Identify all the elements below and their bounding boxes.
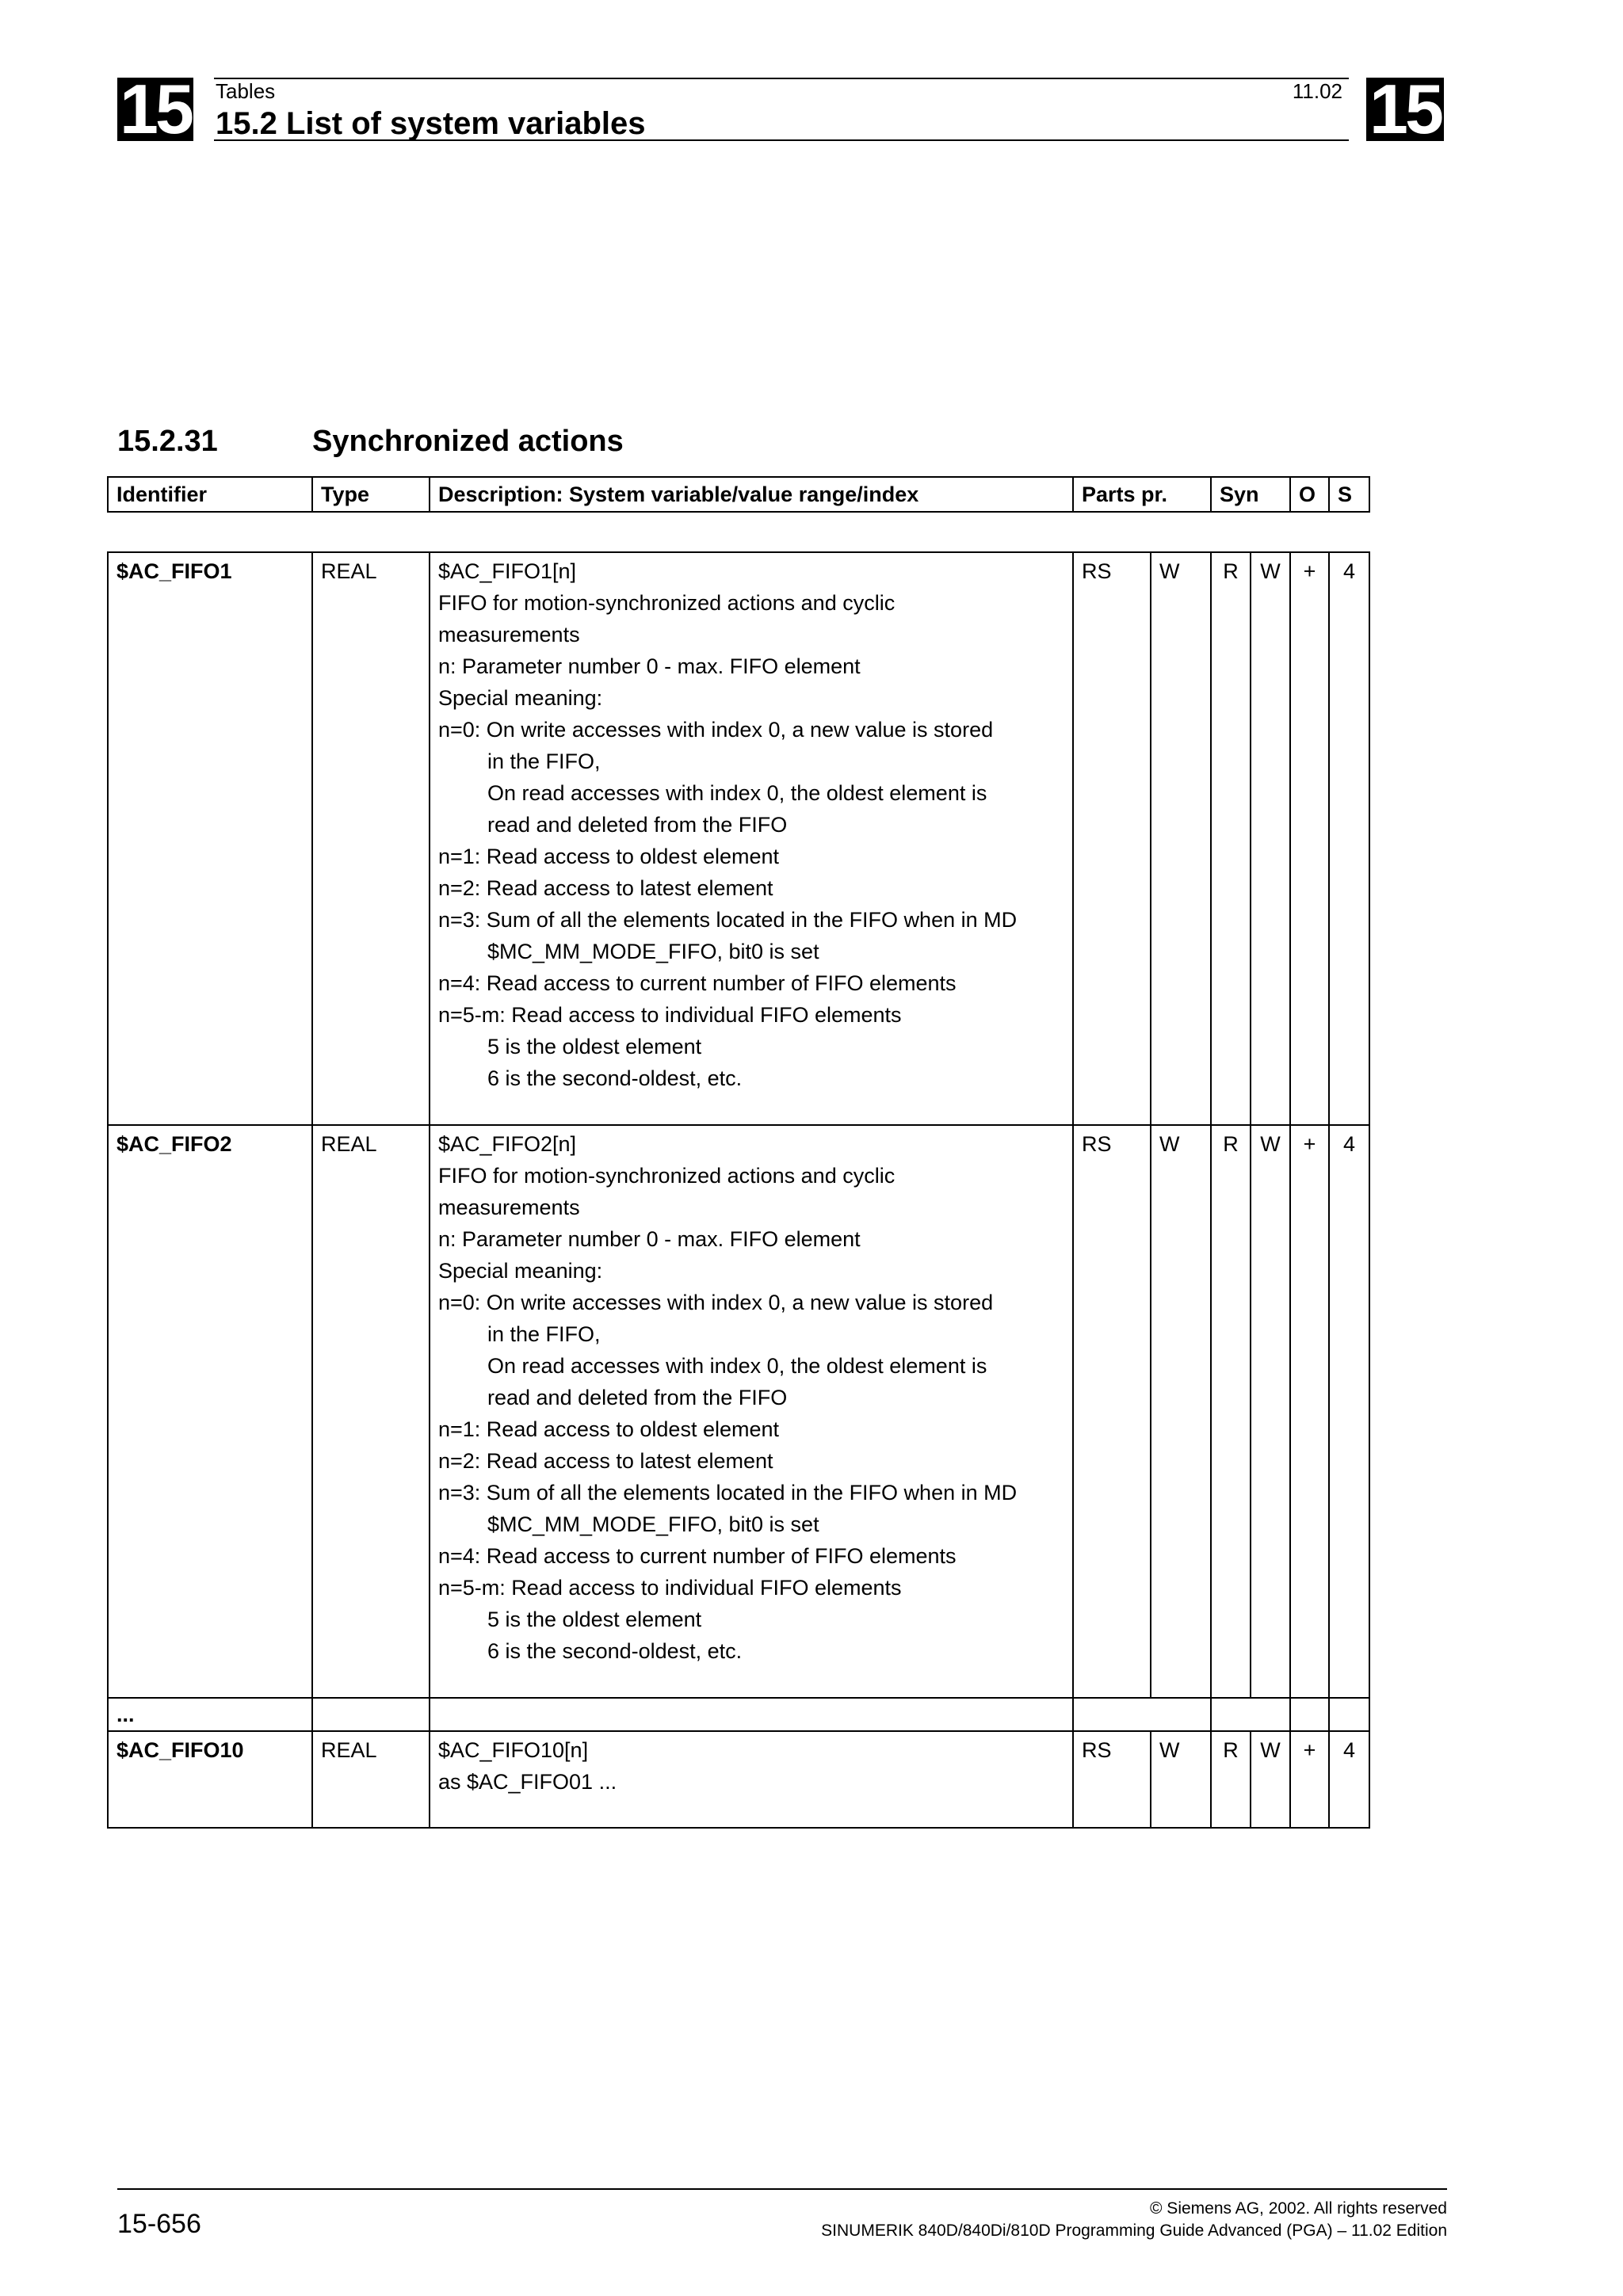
row-syn-2: W bbox=[1251, 1731, 1290, 1828]
description-line: n=3: Sum of all the elements located in the FIFO when in MD bbox=[438, 908, 1018, 932]
description-line: n=5-m: Read access to individual FIFO elements bbox=[438, 1003, 902, 1027]
row-parts-2: W bbox=[1151, 1125, 1211, 1698]
row-description bbox=[430, 1125, 1073, 1698]
description-line: n=4: Read access to current number of FIFO elements bbox=[438, 1544, 957, 1568]
description-line: measurements bbox=[438, 623, 580, 646]
row-s: 4 bbox=[1329, 552, 1369, 1125]
description-line: On read accesses with index 0, the oldest element is bbox=[487, 781, 987, 805]
row-type: REAL bbox=[312, 552, 430, 1125]
description-line: read and deleted from the FIFO bbox=[487, 813, 788, 837]
running-head-label: Tables bbox=[216, 79, 276, 103]
description-line: in the FIFO, bbox=[487, 1322, 601, 1346]
description-line: n=0: On write accesses with index 0, a new value is stored bbox=[438, 718, 994, 742]
column-header-table bbox=[107, 476, 1370, 513]
row-parts-1: RS bbox=[1073, 1731, 1151, 1828]
col-identifier: Identifier bbox=[108, 477, 312, 512]
description-line: n=3: Sum of all the elements located in the FIFO when in MD bbox=[438, 1481, 1018, 1505]
col-parts: Parts pr. bbox=[1073, 477, 1211, 512]
row-syn-2: W bbox=[1251, 1125, 1290, 1698]
description-line: 6 is the second-oldest, etc. bbox=[487, 1066, 743, 1090]
section-title: Synchronized actions bbox=[312, 425, 624, 458]
description-line: On read accesses with index 0, the oldest element is bbox=[487, 1354, 987, 1378]
row-description bbox=[430, 552, 1073, 1125]
description-line: n=4: Read access to current number of FIFO elements bbox=[438, 971, 957, 995]
section-number: 15.2.31 bbox=[117, 425, 218, 458]
description-line: Special meaning: bbox=[438, 686, 603, 710]
chapter-number-badge-left bbox=[117, 70, 193, 148]
row-o: + bbox=[1290, 552, 1329, 1125]
table-row bbox=[108, 1731, 1369, 1828]
row-parts-1: RS bbox=[1073, 1125, 1151, 1698]
row-parts-1: RS bbox=[1073, 552, 1151, 1125]
row-syn-2: W bbox=[1251, 552, 1290, 1125]
description-line: $AC_FIFO10[n] bbox=[438, 1738, 589, 1762]
col-description: Description: System variable/value range/index bbox=[430, 477, 1073, 512]
row-identifier: $AC_FIFO10 bbox=[108, 1731, 312, 1828]
description-line: Special meaning: bbox=[438, 1259, 603, 1283]
description-line: in the FIFO, bbox=[487, 749, 601, 773]
row-description bbox=[430, 1731, 1073, 1828]
row-parts-2: W bbox=[1151, 1731, 1211, 1828]
description-line: $MC_MM_MODE_FIFO, bit0 is set bbox=[487, 1512, 819, 1536]
header-rule-top bbox=[214, 78, 1349, 79]
row-s: 4 bbox=[1329, 1731, 1369, 1828]
system-variables-table bbox=[107, 551, 1370, 1829]
chapter-number-badge-right bbox=[1366, 70, 1444, 148]
row-type: REAL bbox=[312, 1731, 430, 1828]
table-row bbox=[108, 1125, 1369, 1698]
description-line: FIFO for motion-synchronized actions and cyclic bbox=[438, 1164, 896, 1188]
row-parts-2: W bbox=[1151, 552, 1211, 1125]
description-line: $AC_FIFO2[n] bbox=[438, 1132, 577, 1156]
col-type: Type bbox=[312, 477, 430, 512]
description-line: n=0: On write accesses with index 0, a new value is stored bbox=[438, 1291, 994, 1314]
col-s: S bbox=[1329, 477, 1369, 512]
description-line: n=1: Read access to oldest element bbox=[438, 1417, 780, 1441]
row-identifier: $AC_FIFO2 bbox=[108, 1125, 312, 1698]
copyright-notice: © Siemens AG, 2002. All rights reserved bbox=[1150, 2199, 1447, 2218]
col-o: O bbox=[1290, 477, 1329, 512]
description-line: n: Parameter number 0 - max. FIFO element bbox=[438, 1227, 861, 1251]
description-line: FIFO for motion-synchronized actions and cyclic bbox=[438, 591, 896, 615]
description-line: n=5-m: Read access to individual FIFO elements bbox=[438, 1576, 902, 1600]
table-row bbox=[108, 552, 1369, 1125]
row-o: + bbox=[1290, 1125, 1329, 1698]
description-line: measurements bbox=[438, 1196, 580, 1219]
row-s: 4 bbox=[1329, 1125, 1369, 1698]
document-title: SINUMERIK 840D/840Di/810D Programming Guide Advanced (PGA) – 11.02 Edition bbox=[821, 2222, 1447, 2240]
description-line: read and deleted from the FIFO bbox=[487, 1386, 788, 1409]
description-line: as $AC_FIFO01 ... bbox=[438, 1770, 617, 1794]
description-line: n: Parameter number 0 - max. FIFO element bbox=[438, 654, 861, 678]
chapter-number: 15 bbox=[120, 70, 191, 148]
edition-label: 11.02 bbox=[1292, 79, 1342, 103]
row-syn-1: R bbox=[1211, 552, 1251, 1125]
description-line: n=2: Read access to latest element bbox=[438, 876, 773, 900]
description-line: 6 is the second-oldest, etc. bbox=[487, 1639, 743, 1663]
description-line: n=2: Read access to latest element bbox=[438, 1449, 773, 1473]
ellipsis-row bbox=[108, 1698, 1369, 1731]
row-type: REAL bbox=[312, 1125, 430, 1698]
description-line: $AC_FIFO1[n] bbox=[438, 559, 577, 583]
description-line: n=1: Read access to oldest element bbox=[438, 845, 780, 868]
description-line: $MC_MM_MODE_FIFO, bit0 is set bbox=[487, 940, 819, 963]
page-number: 15-656 bbox=[117, 2209, 201, 2239]
row-identifier: $AC_FIFO1 bbox=[108, 552, 312, 1125]
row-syn-1: R bbox=[1211, 1125, 1251, 1698]
ellipsis-marker: ... bbox=[108, 1698, 312, 1731]
description-line: 5 is the oldest element bbox=[487, 1035, 702, 1058]
footer-rule bbox=[117, 2188, 1447, 2190]
row-o: + bbox=[1290, 1731, 1329, 1828]
col-syn: Syn bbox=[1211, 477, 1290, 512]
running-head-title: 15.2 List of system variables bbox=[216, 106, 646, 141]
row-syn-1: R bbox=[1211, 1731, 1251, 1828]
description-line: 5 is the oldest element bbox=[487, 1608, 702, 1631]
chapter-number: 15 bbox=[1369, 70, 1441, 148]
